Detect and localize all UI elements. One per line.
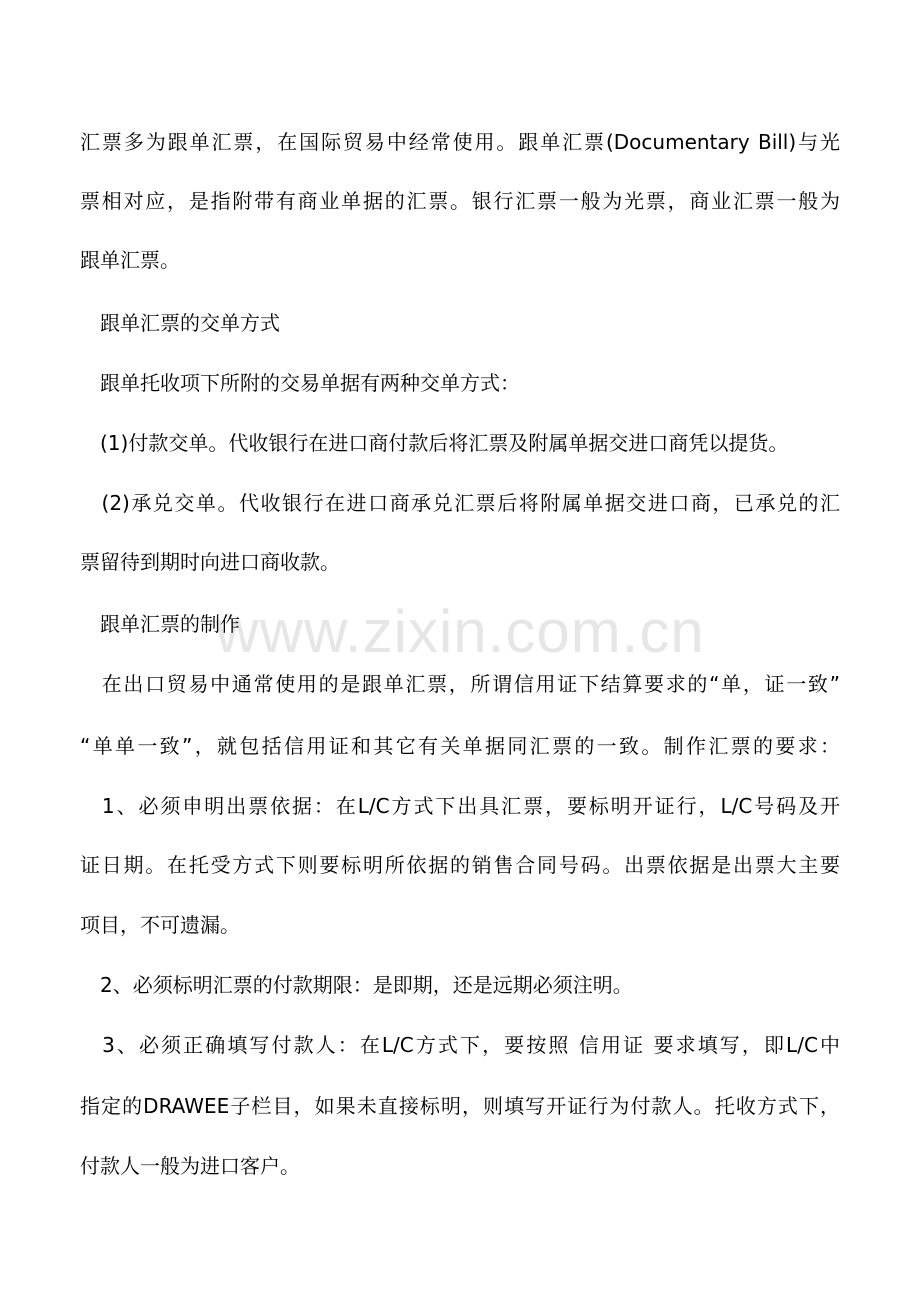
list-item-continuation: 证日期。在托受方式下则要标明所依据的销售合同号码。出票依据是出票大主要 [80,853,840,877]
list-item-continuation: 付款人一般为进口客户。 [80,1154,300,1178]
section-heading: 跟单汇票的交单方式 [80,311,280,335]
paragraph-line: 汇票多为跟单汇票，在国际贸易中经常使用。跟单汇票(Documentary Bill)与光 [80,130,840,154]
paragraph-line: 票相对应，是指附带有商业单据的汇票。银行汇票一般为光票，商业汇票一般为 [80,189,840,213]
watermark: www.zixin.com.cn [215,598,705,665]
list-item-continuation: 项目，不可遗漏。 [80,913,240,937]
paragraph-line: 跟单托收项下所附的交易单据有两种交单方式： [80,371,520,395]
list-item: (2)承兑交单。代收银行在进口商承兑汇票后将附属单据交进口商，已承兑的汇 [80,491,840,515]
list-item: 1、必须申明出票依据：在L/C方式下出具汇票，要标明开证行，L/C号码及开 [80,794,840,818]
paragraph-line: 跟单汇票。 [80,248,180,272]
list-item: 3、必须正确填写付款人：在L/C方式下，要按照 信用证 要求填写，即L/C中 [80,1033,840,1057]
list-item: 2、必须标明汇票的付款期限：是即期，还是远期必须注明。 [80,973,633,997]
paragraph-line: 在出口贸易中通常使用的是跟单汇票，所谓信用证下结算要求的“单，证一致” [80,672,840,696]
list-item: (1)付款交单。代收银行在进口商付款后将汇票及附属单据交进口商凭以提货。 [80,431,789,455]
list-item-continuation: 指定的DRAWEE子栏目，如果未直接标明，则填写开证行为付款人。托收方式下， [80,1094,840,1118]
list-item-continuation: 票留待到期时向进口商收款。 [80,550,340,574]
paragraph-line: “单单一致”，就包括信用证和其它有关单据同汇票的一致。制作汇票的要求： [80,734,840,758]
section-heading: 跟单汇票的制作 [80,612,240,636]
